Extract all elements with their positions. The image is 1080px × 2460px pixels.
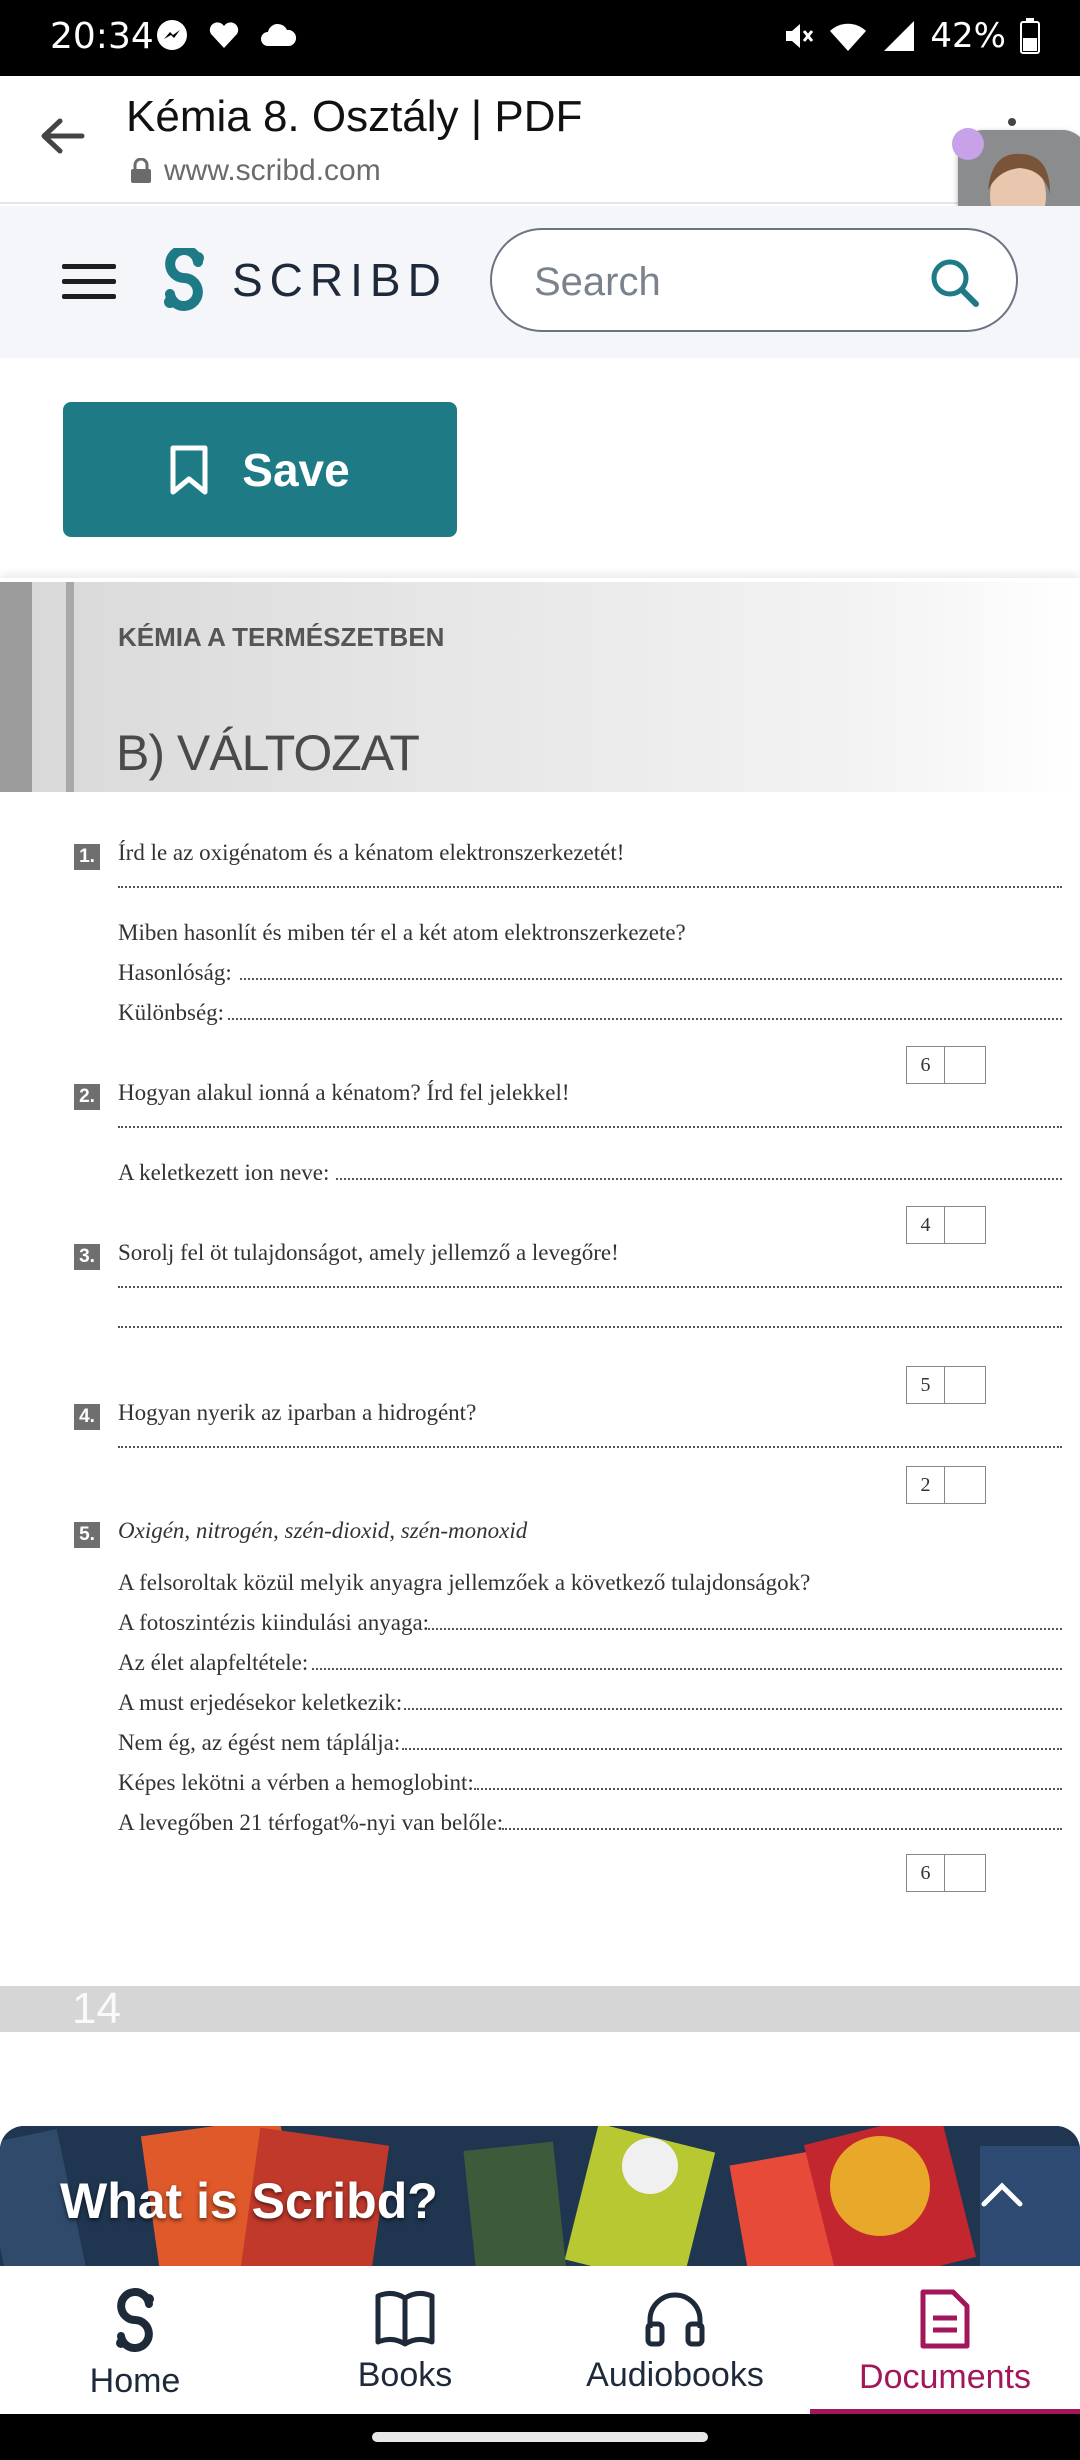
save-label: Save xyxy=(242,443,350,496)
notification-dot xyxy=(952,128,984,160)
answer-line xyxy=(118,1284,1062,1288)
question-text: Sorolj fel öt tulajdonságot, amely jellemző a levegőre! xyxy=(118,1240,619,1265)
answer-line xyxy=(428,1626,1062,1630)
answer-label: Nem ég, az égést nem táplálja: xyxy=(118,1730,401,1755)
nav-books-label: Books xyxy=(357,2356,453,2394)
nav-documents[interactable] xyxy=(810,2266,1080,2414)
answer-label: A levegőben 21 térfogat%-nyi van belőle: xyxy=(118,1810,504,1835)
save-button[interactable] xyxy=(63,402,457,537)
menu-icon[interactable] xyxy=(62,264,116,300)
document-icon xyxy=(919,2288,971,2350)
home-gesture-pill[interactable] xyxy=(372,2432,708,2442)
signal-icon xyxy=(882,19,916,53)
home-icon xyxy=(109,2288,161,2354)
score-box xyxy=(906,1466,986,1504)
answer-line xyxy=(402,1746,1062,1750)
browser-bar xyxy=(0,76,1080,204)
score-box xyxy=(906,1046,986,1084)
nav-books[interactable] xyxy=(270,2266,540,2414)
answer-line xyxy=(502,1826,1062,1830)
scribd-logo-icon xyxy=(158,248,210,312)
search-icon[interactable] xyxy=(928,256,980,308)
messenger-icon xyxy=(155,18,189,52)
answer-label: A keletkezett ion neve: xyxy=(118,1160,330,1185)
score-value: 6 xyxy=(907,1047,945,1083)
chevron-up-icon[interactable] xyxy=(980,2178,1024,2208)
search-input[interactable] xyxy=(490,228,1018,332)
question-text: Hogyan nyerik az iparban a hidrogént? xyxy=(118,1400,477,1425)
question-number: 2. xyxy=(74,1084,100,1110)
question-text: Írd le az oxigénatom és a kénatom elektronszerkezetét! xyxy=(118,840,625,865)
question-number: 5. xyxy=(74,1522,100,1548)
bottom-navigation xyxy=(0,2266,1080,2414)
health-icon xyxy=(207,18,241,52)
score-box xyxy=(906,1854,986,1892)
battery-icon xyxy=(1020,18,1040,54)
answer-line xyxy=(474,1786,1062,1790)
url-text: www.scribd.com xyxy=(164,154,381,187)
logo-text: SCRIBD xyxy=(232,254,448,306)
answer-line xyxy=(404,1706,1062,1710)
page-number: 14 xyxy=(72,1984,121,2033)
menu-dot xyxy=(1008,118,1016,126)
wifi-icon xyxy=(828,19,868,53)
answer-line xyxy=(336,1176,1062,1180)
answer-label: Különbség: xyxy=(118,1000,225,1025)
section-title: KÉMIA A TERMÉSZETBEN xyxy=(118,622,445,652)
nav-audiobooks[interactable] xyxy=(540,2266,810,2414)
score-value: 5 xyxy=(907,1367,945,1403)
score-box xyxy=(906,1366,986,1404)
nav-home[interactable] xyxy=(0,2266,270,2414)
page-footer xyxy=(0,1986,1080,2032)
answer-label: A must erjedésekor keletkezik: xyxy=(118,1690,403,1715)
nav-documents-label: Documents xyxy=(859,2358,1031,2396)
answer-line xyxy=(118,884,1062,888)
question-text: Hogyan alakul ionná a kénatom? Írd fel jelekkel! xyxy=(118,1080,570,1105)
question-text: Oxigén, nitrogén, szén-dioxid, szén-monoxid xyxy=(118,1518,528,1543)
question-text: Miben hasonlít és miben tér el a két atom elektronszerkezete? xyxy=(118,920,686,945)
answer-line xyxy=(240,976,1062,980)
scribd-logo[interactable] xyxy=(158,248,448,312)
question-text: A felsoroltak közül melyik anyagra jellemzőek a következő tulajdonságok? xyxy=(118,1570,811,1595)
answer-line xyxy=(118,1124,1062,1128)
score-value: 2 xyxy=(907,1467,945,1503)
lock-icon xyxy=(130,158,152,184)
back-arrow-icon[interactable] xyxy=(38,116,86,156)
answer-line xyxy=(118,1324,1062,1328)
headphones-icon xyxy=(644,2288,706,2348)
nav-home-label: Home xyxy=(89,2362,181,2400)
answer-label: Az élet alapfeltétele: xyxy=(118,1650,309,1675)
answer-label: Hasonlóság: xyxy=(118,960,232,985)
battery-percent: 42% xyxy=(930,16,1006,56)
bookmark-icon xyxy=(170,445,208,495)
variant-title: B) VÁLTOZAT xyxy=(116,725,419,781)
nav-audiobooks-label: Audiobooks xyxy=(586,2356,764,2394)
document-viewer[interactable] xyxy=(0,578,1080,2028)
site-header xyxy=(0,206,1080,358)
header-left-stripe xyxy=(0,582,32,792)
cloud-icon xyxy=(259,20,297,50)
question-number: 4. xyxy=(74,1404,100,1430)
page-url[interactable] xyxy=(130,154,381,188)
search-placeholder: Search xyxy=(534,260,661,304)
answer-label: A fotoszintézis kiindulási anyaga: xyxy=(118,1610,430,1635)
header-bar xyxy=(66,582,74,792)
mute-icon xyxy=(780,19,814,53)
question-number: 1. xyxy=(74,844,100,870)
score-box xyxy=(906,1206,986,1244)
system-icons xyxy=(780,16,1040,56)
status-bar xyxy=(0,0,1080,76)
question-number: 3. xyxy=(74,1244,100,1270)
document-header xyxy=(0,582,1080,792)
promo-title: What is Scribd? xyxy=(60,2173,438,2229)
book-icon xyxy=(374,2288,436,2348)
page-title: Kémia 8. Osztály | PDF xyxy=(126,92,583,141)
status-time: 20:34 xyxy=(50,16,154,57)
score-value: 4 xyxy=(907,1207,945,1243)
answer-line xyxy=(312,1666,1062,1670)
notification-icons xyxy=(155,18,297,52)
answer-label: Képes lekötni a vérben a hemoglobint: xyxy=(118,1770,474,1795)
answer-line xyxy=(118,1444,1062,1448)
gesture-bar xyxy=(0,2414,1080,2460)
score-value: 6 xyxy=(907,1855,945,1891)
answer-line xyxy=(228,1016,1062,1020)
what-is-scribd-banner[interactable] xyxy=(0,2126,1080,2266)
